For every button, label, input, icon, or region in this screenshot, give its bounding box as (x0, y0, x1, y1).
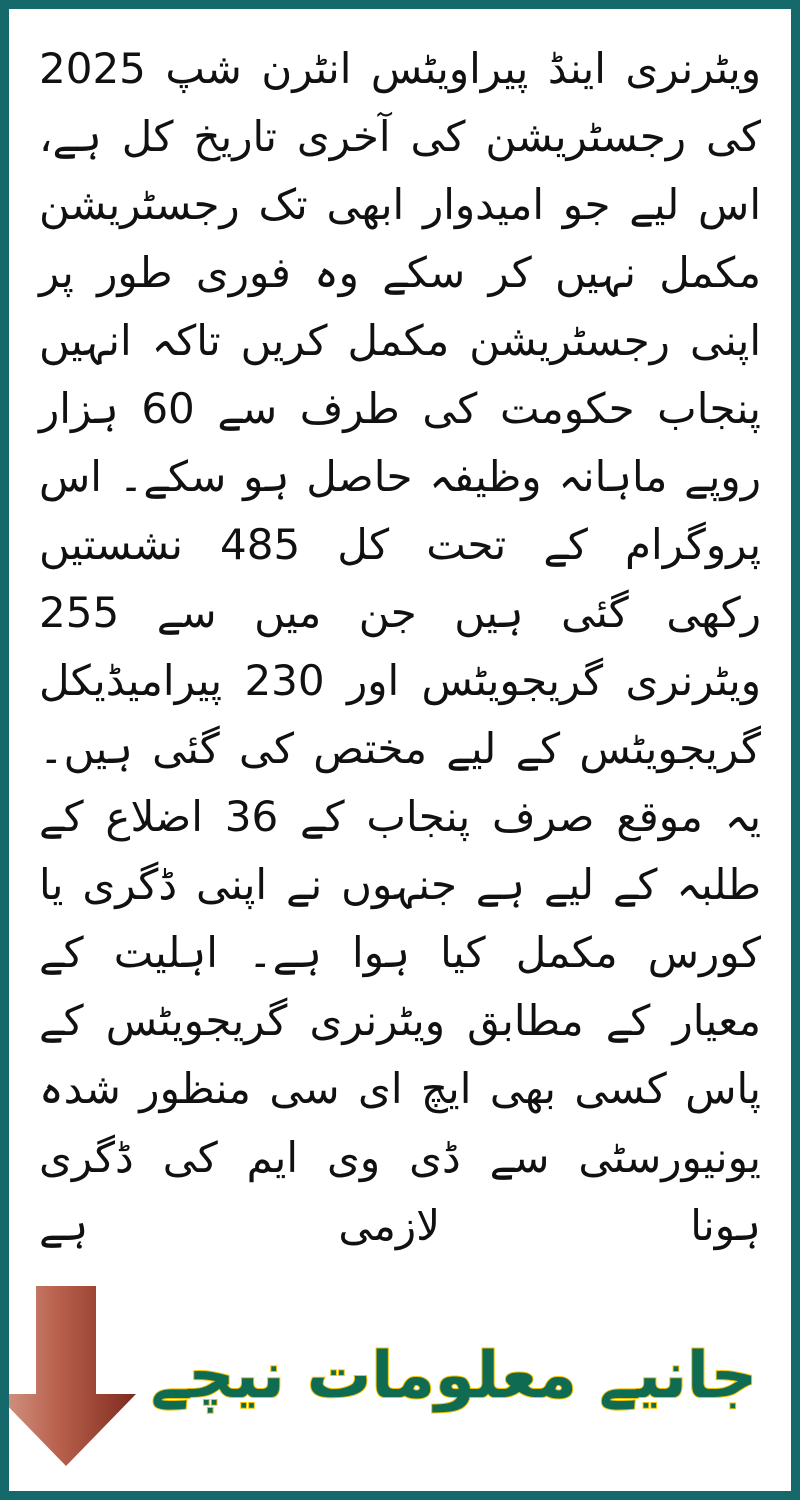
footer-banner (9, 1271, 791, 1481)
down-arrow-icon (0, 1286, 141, 1466)
announcement-body-text: ویٹرنری اینڈ پیراویٹس انٹرن شپ 2025 کی رجسٹریشن کی آخری تاریخ کل ہے، اس لیے جو امیدوار ابھی تک رجسٹریشن مکمل نہیں کر سکے وہ فوری طور پر اپنی رجسٹریشن مکمل کریں تاکہ انہیں پنجاب حکومت کی طرف سے 60 ہزار روپے ماہانہ وظیفہ حاصل ہو سکے۔ اس پروگرام کے تحت کل 485 نشستیں رکھی گئی ہیں جن میں سے 255 ویٹرنری گریجویٹس اور 230 پیرامیڈیکل گریجویٹس کے لیے مختص کی گئی ہیں۔ یہ موقع صرف پنجاب کے 36 اضلاع کے طلبہ کے لیے ہے جنہوں نے اپنی ڈگری یا کورس مکمل کیا ہوا ہے۔ اہلیت کے معیار کے مطابق ویٹرنری گریجویٹس کے پاس کسی بھی ایچ ای سی منظور شدہ یونیورسٹی سے ڈی وی ایم کی ڈگری ہونا لازمی ہے (39, 44, 762, 1250)
poster-content (9, 9, 791, 1491)
footer-call-to-action: جانیے معلومات نیچے (150, 1339, 757, 1413)
